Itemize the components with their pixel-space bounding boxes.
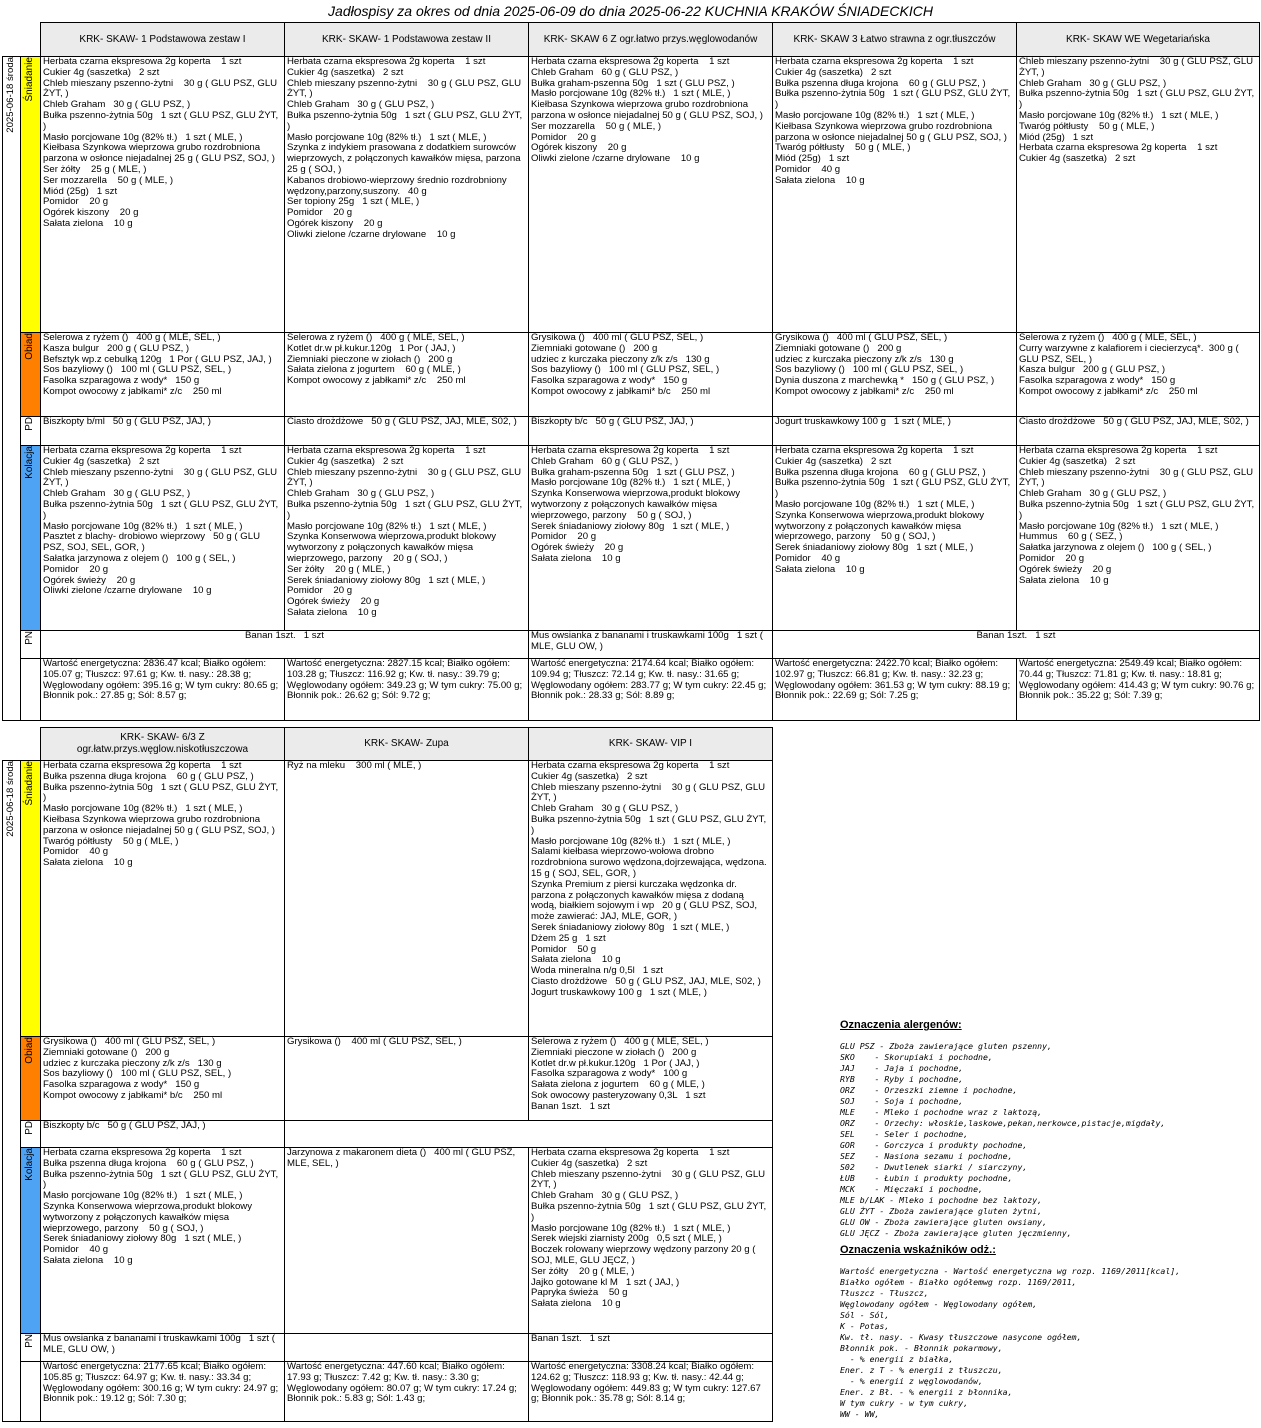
legend-line: Tłuszcz - Tłuszcz, — [840, 1288, 929, 1298]
legend-line: SEL - Seler i pochodne, — [840, 1129, 969, 1139]
menu-cell: Herbata czarna ekspresowa 2g koperta 1 szt Chleb Graham 60 g ( GLU PSZ, ) Bułka graham-pszenna 50g 1 szt ( GLU PSZ, ) Masło porcjowane 10g (82% tł.) 1 szt ( MLE, ) Kiełbasa Szynkowa wieprzowa grubo rozdrobniona parzona w osłonce niejadalnej 50 g ( GLU PSZ, SOJ, ) Ser mozzarella 50 g ( MLE, ) Pomidor 20 g Ogórek kiszony 20 g Oliwki zielone /czarne drylowane 10 g — [529, 57, 773, 333]
date-label: 2025-06-18 środa — [5, 761, 17, 837]
menu-cell: Banan 1szt. 1 szt — [41, 631, 529, 659]
menu-cell — [285, 1121, 773, 1148]
legend-line: Sól - Sól, — [840, 1310, 890, 1320]
nutrition-cell: Wartość energetyczna: 2422.70 kcal; Białko ogółem: 102.97 g; Tłuszcz: 66.81 g; Kw. tł. nasy.: 32.23 g; Węglowodany ogółem: 361.53 g; W tym cukry: 88.19 g; Błonnik pok.: 22.69 g; Sól: 7.25 g; — [773, 659, 1017, 721]
legend-line: GOR - Gorczyca i produkty pochodne, — [840, 1140, 1028, 1150]
legend-line: Błonnik pok. - Błonnik pokarmowy, — [840, 1343, 1003, 1353]
legend-line: MCK - Mięczaki i pochodne, — [840, 1184, 983, 1194]
nutrition-cell: Wartość energetyczna: 2836.47 kcal; Białko ogółem: 105.07 g; Tłuszcz: 97.61 g; Kw. tł. nasy.: 28.38 g; Węglowodany ogółem: 395.16 g; W tym cukry: 80.65 g; Błonnik pok.: 27.85 g; Sól: 8.57 g; — [41, 659, 285, 721]
column-header: KRK- SKAW- 6/3 Z ogr.łatw.przys.węglow.niskotłuszczowa — [41, 728, 285, 761]
meal-label-late-snack: PN — [21, 631, 41, 659]
meal-label-dinner: Kolacja — [21, 446, 41, 631]
menu-cell: Ciasto drożdżowe 50 g ( GLU PSZ, JAJ, MLE, S02, ) — [285, 417, 529, 446]
meal-label-snack: PD — [21, 1121, 41, 1148]
menu-cell: Grysikowa () 400 ml ( GLU PSZ, SEL, ) Ziemniaki gotowane () 200 g udziec z kurczaka pieczony z/k z/s 130 g Sos bazyliowy () 100 ml ( GLU PSZ, SEL, ) Dynia duszona z marchewką * 150 g ( GLU PSZ, ) Kompot owocowy z jabłkami* z/c 250 ml — [773, 333, 1017, 417]
menu-cell: Banan 1szt. 1 szt — [773, 631, 1260, 659]
menu-cell: Herbata czarna ekspresowa 2g koperta 1 szt Bułka pszenna długa krojona 60 g ( GLU PSZ, ) Bułka pszenno-żytnia 50g 1 szt ( GLU PSZ, GLU ŻYT, ) Masło porcjowane 10g (82% tł.) 1 szt ( MLE, ) Kiełbasa Szynkowa wieprzowa grubo rozdrobniona parzona w osłonce niejadalnej 50 g ( GLU PSZ, SOJ, ) Twaróg półtłusty 50 g ( MLE, ) Pomidor 40 g Sałata zielona 10 g — [41, 761, 285, 1037]
legend-line: JAJ - Jaja i pochodne, — [840, 1063, 964, 1073]
legend-line: - % energii z białka, — [840, 1354, 954, 1364]
indicators-title: Oznaczenia wskaźników odż.: — [840, 1244, 996, 1256]
meal-label-snack: PD — [21, 417, 41, 446]
menu-cell: Herbata czarna ekspresowa 2g koperta 1 szt Cukier 4g (saszetka) 2 szt Chleb mieszany pszenno-żytni 30 g ( GLU PSZ, GLU ŻYT, ) Chleb Graham 30 g ( GLU PSZ, ) Bułka pszenno-żytnia 50g 1 szt ( GLU PSZ, GLU ŻYT, ) Masło porcjowane 10g (82% tł.) 1 szt ( MLE, ) Kiełbasa Szynkowa wieprzowa grubo rozdrobniona parzona w osłonce niejadalnej 25 g ( GLU PSZ, SOJ, ) Ser żółty 25 g ( MLE, ) Ser mozzarella 50 g ( MLE, ) Miód (25g) 1 szt Pomidor 20 g Ogórek kiszony 20 g Sałata zielona 10 g — [41, 57, 285, 333]
legend-line: Białko ogółem - Białko ogółemwg rozp. 1169/2011, — [840, 1277, 1077, 1287]
column-header: KRK- SKAW 3 Łatwo strawna z ogr.tłuszczów — [773, 23, 1017, 57]
column-header: KRK- SKAW- Zupa — [285, 728, 529, 761]
meal-label-breakfast: Śniadanie — [21, 761, 41, 1037]
column-header: KRK- SKAW- 1 Podstawowa zestaw I — [41, 23, 285, 57]
legend-line: GLU ŻYT - Zboża zawierające gluten żytni, — [840, 1206, 1043, 1216]
legend — [840, 1020, 1255, 1420]
legend-line: Ener. z T - % energii z tłuszczu, — [840, 1365, 1003, 1375]
legend-line: ORZ - Orzechy: włoskie,laskowe,pekan,nerkowce,pistacje,migdały, — [840, 1118, 1166, 1128]
menu-cell: Herbata czarna ekspresowa 2g koperta 1 szt Cukier 4g (saszetka) 2 szt Chleb mieszany pszenno-żytni 30 g ( GLU PSZ, GLU ŻYT, ) Chleb Graham 30 g ( GLU PSZ, ) Bułka pszenno-żytnia 50g 1 szt ( GLU PSZ, GLU ŻYT, ) Masło porcjowane 10g (82% tł.) 1 szt ( MLE, ) Salami kiełbasa wieprzowo-wołowa drobno rozdrobniona surowo wędzona,dojrzewająca, wędzona. 15 g ( SOJ, SEL, GOR, ) Szynka Premium z piersi kurczaka wędzonka dr. parzona z połączonych kawałków mięsa z dodaną wodą, białkiem sojowym i wp 20 g ( GLU PSZ, SOJ, może zawierać: JAJ, MLE, GOR, ) Serek śniadaniowy ziołowy 80g 1 szt ( MLE, ) Dżem 25 g 1 szt Pomidor 50 g Sałata zielona 10 g Woda mineralna n/g 0,5l 1 szt Ciasto drożdżowe 50 g ( GLU PSZ, JAJ, MLE, S02, ) Jogurt truskawkowy 100 g 1 szt ( MLE, ) — [529, 761, 773, 1037]
nutrition-cell: Wartość energetyczna: 2174.64 kcal; Białko ogółem: 109.94 g; Tłuszcz: 72.14 g; Kw. tł. nasy.: 31.65 g; Węglowodany ogółem: 283.77 g; W tym cukry: 22.45 g; Błonnik pok.: 28.33 g; Sól: 8.89 g; — [529, 659, 773, 721]
legend-line: WW - WW, — [840, 1409, 880, 1419]
menu-cell: Herbata czarna ekspresowa 2g koperta 1 szt Cukier 4g (saszetka) 2 szt Chleb mieszany pszenno-żytni 30 g ( GLU PSZ, GLU ŻYT, ) Chleb Graham 30 g ( GLU PSZ, ) Bułka pszenno-żytnia 50g 1 szt ( GLU PSZ, GLU ŻYT, ) Masło porcjowane 10g (82% tł.) 1 szt ( MLE, ) Szynka Konserwowa wieprzowa,produkt blokowy wytworzony z połączonych kawałków mięsa wieprzowego, parzony 20 g ( SOJ, ) Ser żółty 20 g ( MLE, ) Serek śniadaniowy ziołowy 80g 1 szt ( MLE, ) Pomidor 20 g Ogórek świeży 20 g Sałata zielona 10 g — [285, 446, 529, 631]
date-cell — [3, 761, 21, 1422]
menu-cell: Herbata czarna ekspresowa 2g koperta 1 szt Cukier 4g (saszetka) 2 szt Chleb mieszany pszenno-żytni 30 g ( GLU PSZ, GLU ŻYT, ) Chleb Graham 30 g ( GLU PSZ, ) Bułka pszenno-żytnia 50g 1 szt ( GLU PSZ, GLU ŻYT, ) Masło porcjowane 10g (82% tł.) 1 szt ( MLE, ) Szynka z indykiem prasowana z dodatkiem surowców wieprzowych, z połączonych kawałków mięsa, parzona 25 g ( SOJ, ) Kabanos drobiowo-wieprzowy średnio rozdrobniony wędzony,parzony,suszony. 40 g Ser topiony 25g 1 szt ( MLE, ) Pomidor 20 g Ogórek kiszony 20 g Oliwki zielone /czarne drylowane 10 g — [285, 57, 529, 333]
menu-cell: Banan 1szt. 1 szt — [529, 1334, 773, 1362]
column-header: KRK- SKAW- VIP I — [529, 728, 773, 761]
menu-table-1 — [2, 22, 1260, 721]
menu-cell: Herbata czarna ekspresowa 2g koperta 1 szt Cukier 4g (saszetka) 2 szt Bułka pszenna długa krojona 60 g ( GLU PSZ, ) Bułka pszenno-żytnia 50g 1 szt ( GLU PSZ, GLU ŻYT, ) Masło porcjowane 10g (82% tł.) 1 szt ( MLE, ) Kiełbasa Szynkowa wieprzowa grubo rozdrobniona parzona w osłonce niejadalnej 50 g ( GLU PSZ, SOJ, ) Twaróg półtłusty 50 g ( MLE, ) Miód (25g) 1 szt Pomidor 40 g Sałata zielona 10 g — [773, 57, 1017, 333]
legend-line: - % energii z węglowodanów, — [840, 1376, 983, 1386]
legend-line: W tym cukry - w tym cukry, — [840, 1398, 969, 1408]
menu-cell: Herbata czarna ekspresowa 2g koperta 1 szt Cukier 4g (saszetka) 2 szt Chleb mieszany pszenno-żytni 30 g ( GLU PSZ, GLU ŻYT, ) Chleb Graham 30 g ( GLU PSZ, ) Bułka pszenno-żytnia 50g 1 szt ( GLU PSZ, GLU ŻYT, ) Masło porcjowane 10g (82% tł.) 1 szt ( MLE, ) Hummus 60 g ( SEZ, ) Sałatka jarzynowa z olejem () 100 g ( SEL, ) Pomidor 20 g Ogórek świeży 20 g Sałata zielona 10 g — [1017, 446, 1260, 631]
menu-cell: Biszkopty b/c 50 g ( GLU PSZ, JAJ, ) — [529, 417, 773, 446]
menu-cell: Grysikowa () 400 ml ( GLU PSZ, SEL, ) Ziemniaki gotowane () 200 g udziec z kurczaka pieczony z/k z/s 130 g Sos bazyliowy () 100 ml ( GLU PSZ, SEL, ) Fasolka szparagowa z wody* 150 g Kompot owocowy z jabłkami* b/c 250 ml — [41, 1037, 285, 1121]
menu-cell: Ryż na mleku 300 ml ( MLE, ) — [285, 761, 529, 1037]
column-header: KRK- SKAW- 1 Podstawowa zestaw II — [285, 23, 529, 57]
menu-cell: Biszkopty b/ml 50 g ( GLU PSZ, JAJ, ) — [41, 417, 285, 446]
date-label: 2025-06-18 środa — [5, 57, 17, 133]
meal-label-dinner: Kolacja — [21, 1148, 41, 1334]
legend-line: Węglowodany ogółem - Węglowodany ogółem, — [840, 1299, 1038, 1309]
menu-cell: Jarzynowa z makaronem dieta () 400 ml ( GLU PSZ, MLE, SEL, ) — [285, 1148, 529, 1334]
nutrition-cell: Wartość energetyczna: 2549.49 kcal; Białko ogółem: 70.44 g; Tłuszcz: 71.81 g; Kw. tł. nasy.: 18.81 g; Węglowodany ogółem: 414.43 g; W tym cukry: 90.76 g; Błonnik pok.: 35.22 g; Sól: 7.39 g; — [1017, 659, 1260, 721]
nutrition-cell: Wartość energetyczna: 3308.24 kcal; Białko ogółem: 124.62 g; Tłuszcz: 118.93 g; Kw. tł. nasy.: 42.44 g; Węglowodany ogółem: 449.83 g; W tym cukry: 127.67 g; Błonnik pok.: 35.78 g; Sól: 8.14 g; — [529, 1362, 773, 1422]
menu-cell: Jogurt truskawkowy 100 g 1 szt ( MLE, ) — [773, 417, 1017, 446]
legend-line: GLU OW - Zboża zawierające gluten owsiany, — [840, 1217, 1048, 1227]
nutrition-cell: Wartość energetyczna: 2177.65 kcal; Białko ogółem: 105.85 g; Tłuszcz: 64.97 g; Kw. tł. nasy.: 33.34 g; Węglowodany ogółem: 300.16 g; W tym cukry: 24.97 g; Błonnik pok.: 19.12 g; Sól: 7.30 g; — [41, 1362, 285, 1422]
meal-label-breakfast: Śniadanie — [21, 57, 41, 333]
menu-cell: Chleb mieszany pszenno-żytni 30 g ( GLU PSZ, GLU ŻYT, ) Chleb Graham 30 g ( GLU PSZ, ) Bułka pszenno-żytnia 50g 1 szt ( GLU PSZ, GLU ŻYT, ) Masło porcjowane 10g (82% tł.) 1 szt ( MLE, ) Twaróg półtłusty 50 g ( MLE, ) Miód (25g) 1 szt Herbata czarna ekspresowa 2g koperta 1 szt Cukier 4g (saszetka) 2 szt — [1017, 57, 1260, 333]
legend-line: RYB - Ryby i pochodne, — [840, 1074, 964, 1084]
menu-cell: Herbata czarna ekspresowa 2g koperta 1 szt Cukier 4g (saszetka) 2 szt Chleb mieszany pszenno-żytni 30 g ( GLU PSZ, GLU ŻYT, ) Chleb Graham 30 g ( GLU PSZ, ) Bułka pszenno-żytnia 50g 1 szt ( GLU PSZ, GLU ŻYT, ) Masło porcjowane 10g (82% tł.) 1 szt ( MLE, ) Pasztet z blachy- drobiowo wieprzowy 50 g ( GLU PSZ, SOJ, SEL, GOR, ) Sałatka jarzynowa z olejem () 100 g ( SEL, ) Pomidor 20 g Ogórek świeży 20 g Oliwki zielone /czarne drylowane 10 g — [41, 446, 285, 631]
legend-line: MLE b/LAK - Mleko i pochodne bez laktozy, — [840, 1195, 1043, 1205]
legend-line: S02 - Dwutlenek siarki / siarczyny, — [840, 1162, 1028, 1172]
menu-cell — [285, 1334, 529, 1362]
nutrition-cell: Wartość energetyczna: 2827.15 kcal; Białko ogółem: 103.28 g; Tłuszcz: 116.92 g; Kw. tł. nasy.: 39.79 g; Węglowodany ogółem: 349.23 g; W tym cukry: 75.00 g; Błonnik pok.: 26.62 g; Sól: 9.72 g; — [285, 659, 529, 721]
date-cell — [3, 57, 21, 721]
menu-cell: Biszkopty b/c 50 g ( GLU PSZ, JAJ, ) — [41, 1121, 285, 1148]
menu-cell: Grysikowa () 400 ml ( GLU PSZ, SEL, ) — [285, 1037, 529, 1121]
page-title: Jadłospisy za okres od dnia 2025-06-09 do dnia 2025-06-22 KUCHNIA KRAKÓW ŚNIADECKICH — [328, 3, 933, 19]
menu-cell: Herbata czarna ekspresowa 2g koperta 1 szt Cukier 4g (saszetka) 2 szt Chleb mieszany pszenno-żytni 30 g ( GLU PSZ, GLU ŻYT, ) Chleb Graham 30 g ( GLU PSZ, ) Bułka pszenno-żytnia 50g 1 szt ( GLU PSZ, GLU ŻYT, ) Masło porcjowane 10g (82% tł.) 1 szt ( MLE, ) Serek wiejski ziarnisty 200g 0,5 szt ( MLE, ) Boczek rolowany wieprzowy wędzony parzony 20 g ( SOJ, MLE, GLU JĘCZ, ) Ser żółty 20 g ( MLE, ) Jajko gotowane kl M 1 szt ( JAJ, ) Papryka świeża 50 g Sałata zielona 10 g — [529, 1148, 773, 1334]
legend-line: GLU PSZ - Zboża zawierające gluten pszenny, — [840, 1041, 1052, 1051]
menu-cell: Herbata czarna ekspresowa 2g koperta 1 szt Cukier 4g (saszetka) 2 szt Bułka pszenna długa krojona 60 g ( GLU PSZ, ) Bułka pszenno-żytnia 50g 1 szt ( GLU PSZ, GLU ŻYT, ) Masło porcjowane 10g (82% tł.) 1 szt ( MLE, ) Szynka Konserwowa wieprzowa,produkt blokowy wytworzony z połączonych kawałków mięsa wieprzowego, parzony 50 g ( SOJ, ) Serek śniadaniowy ziołowy 80g 1 szt ( MLE, ) Pomidor 40 g Sałata zielona 10 g — [773, 446, 1017, 631]
column-header: KRK- SKAW WE Wegetariańska — [1017, 23, 1260, 57]
legend-line: ŁUB - Łubin i produkty pochodne, — [840, 1173, 1013, 1183]
legend-line: Kw. tł. nasy. - Kwasy tłuszczowe nasycone ogółem, — [840, 1332, 1082, 1342]
menu-cell: Selerowa z ryżem () 400 g ( MLE, SEL, ) Ziemniaki pieczone w ziołach () 200 g Kotlet dr.w pł.kukur.120g 1 Por ( JAJ, ) Fasolka szparagowa z wody* 100 g Sałata zielona z jogurtem 60 g ( MLE, ) Sok owocowy pasteryzowany 0,3L 1 szt Banan 1szt. 1 szt — [529, 1037, 773, 1121]
menu-cell: Grysikowa () 400 ml ( GLU PSZ, SEL, ) Ziemniaki gotowane () 200 g udziec z kurczaka pieczony z/k z/s 130 g Sos bazyliowy () 100 ml ( GLU PSZ, SEL, ) Fasolka szparagowa z wody* 150 g Kompot owocowy z jabłkami* b/c 250 ml — [529, 333, 773, 417]
column-header: KRK- SKAW 6 Z ogr.łatwo przys.węglowodanów — [529, 23, 773, 57]
menu-cell: Herbata czarna ekspresowa 2g koperta 1 szt Chleb Graham 60 g ( GLU PSZ, ) Bułka graham-pszenna 50g 1 szt ( GLU PSZ, ) Masło porcjowane 10g (82% tł.) 1 szt ( MLE, ) Szynka Konserwowa wieprzowa,produkt blokowy wytworzony z połączonych kawałków mięsa wieprzowego, parzony 50 g ( SOJ, ) Serek śniadaniowy ziołowy 80g 1 szt ( MLE, ) Pomidor 20 g Ogórek świeży 20 g Sałata zielona 10 g — [529, 446, 773, 631]
menu-cell: Selerowa z ryżem () 400 g ( MLE, SEL, ) Curry warzywne z kalafiorem i ciecierzycą*. 300 g ( GLU PSZ, SEL, ) Kasza bulgur 200 g ( GLU PSZ, ) Fasolka szparagowa z wody* 150 g Kompot owocowy z jabłkami* z/c 250 ml — [1017, 333, 1260, 417]
legend-line: K - Potas, — [840, 1321, 890, 1331]
nutrition-cell: Wartość energetyczna: 447.60 kcal; Białko ogółem: 17.93 g; Tłuszcz: 7.42 g; Kw. tł. nasy.: 3.30 g; Węglowodany ogółem: 80.07 g; W tym cukry: 17.24 g; Błonnik pok.: 5.83 g; Sól: 1.43 g; — [285, 1362, 529, 1422]
meal-label-lunch: Obiad — [21, 333, 41, 417]
legend-line: SOJ - Soja i pochodne, — [840, 1096, 964, 1106]
menu-cell: Selerowa z ryżem () 400 g ( MLE, SEL, ) Kotlet dr.w pł.kukur.120g 1 Por ( JAJ, ) Ziemniaki pieczone w ziołach () 200 g Sałata zielona z jogurtem 60 g ( MLE, ) Kompot owocowy z jabłkami* z/c 250 ml — [285, 333, 529, 417]
menu-cell: Mus owsianka z bananami i truskawkami 100g 1 szt ( MLE, GLU OW, ) — [529, 631, 773, 659]
menu-table-2 — [2, 727, 773, 1422]
legend-line: Wartość energetyczna - Wartość energetyczna wg rozp. 1169/2011[kcal], — [840, 1266, 1181, 1276]
menu-cell: Mus owsianka z bananami i truskawkami 100g 1 szt ( MLE, GLU OW, ) — [41, 1334, 285, 1362]
meal-label-late-snack: PN — [21, 1334, 41, 1362]
allergens-title: Oznaczenia alergenów: — [840, 1019, 962, 1031]
legend-line: SKO - Skorupiaki i pochodne, — [840, 1052, 993, 1062]
legend-line: SEZ - Nasiona sezamu i pochodne, — [840, 1151, 1013, 1161]
legend-line: MLE - Mleko i pochodne wraz z laktozą, — [840, 1107, 1043, 1117]
menu-cell: Selerowa z ryżem () 400 g ( MLE, SEL, ) Kasza bulgur 200 g ( GLU PSZ, ) Befsztyk wp.z cebulką 120g 1 Por ( GLU PSZ, JAJ, ) Sos bazyliowy () 100 ml ( GLU PSZ, SEL, ) Fasolka szparagowa z wody* 150 g Kompot owocowy z jabłkami* z/c 250 ml — [41, 333, 285, 417]
legend-line: ORZ - Orzeszki ziemne i pochodne, — [840, 1085, 1018, 1095]
indicator-list — [840, 1266, 1255, 1420]
menu-cell: Ciasto drożdżowe 50 g ( GLU PSZ, JAJ, MLE, S02, ) — [1017, 417, 1260, 446]
allergen-list — [840, 1041, 1255, 1239]
legend-line: GLU JĘCZ - Zboża zawierające gluten jęczmienny, — [840, 1228, 1072, 1238]
legend-line: Ener. z Bł. - % energii z błonnika, — [840, 1387, 1013, 1397]
meal-label-lunch: Obiad — [21, 1037, 41, 1121]
menu-cell: Herbata czarna ekspresowa 2g koperta 1 szt Bułka pszenna długa krojona 60 g ( GLU PSZ, ) Bułka pszenno-żytnia 50g 1 szt ( GLU PSZ, GLU ŻYT, ) Masło porcjowane 10g (82% tł.) 1 szt ( MLE, ) Szynka Konserwowa wieprzowa,produkt blokowy wytworzony z połączonych kawałków mięsa wieprzowego, parzony 50 g ( SOJ, ) Serek śniadaniowy ziołowy 80g 1 szt ( MLE, ) Pomidor 40 g Sałata zielona 10 g — [41, 1148, 285, 1334]
